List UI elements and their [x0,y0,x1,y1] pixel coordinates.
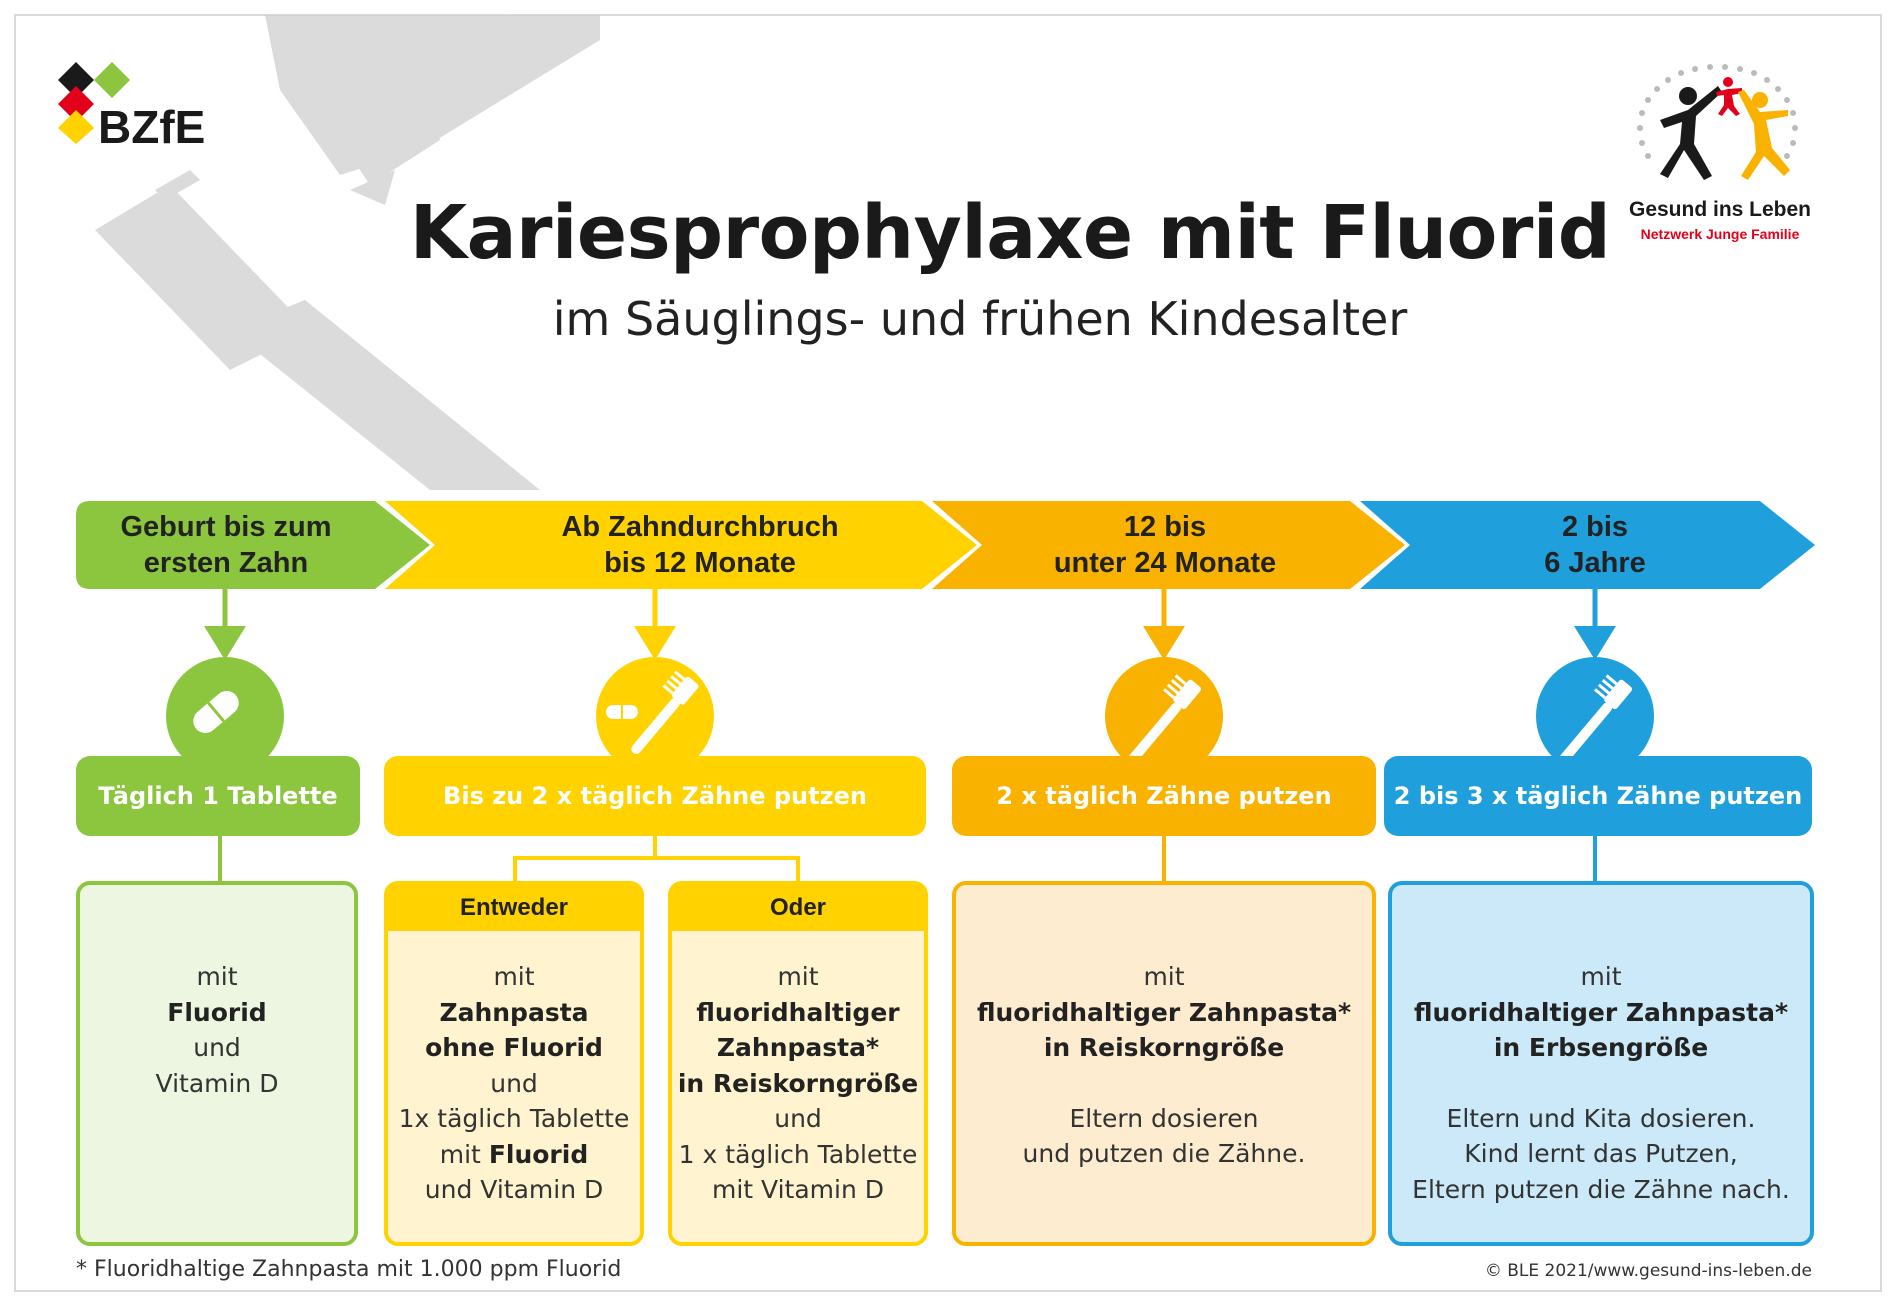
entweder-header: Entweder [388,885,640,931]
page-subtitle: im Säuglings- und frühen Kindesalter [552,292,1408,346]
box-orange: mit fluoridhaltiger Zahnpasta* in Reiskorngröße Eltern dosieren und putzen die Zähne. [952,881,1376,1246]
phase-label-1: Geburt bis zum ersten Zahn [120,511,332,579]
copyright: © BLE 2021/www.gesund-ins-leben.de [1484,1261,1812,1281]
action-label-3: 2 x täglich Zähne putzen [996,782,1332,810]
down-arrow-icon [1574,626,1616,660]
box-entweder: Entweder mit Zahnpasta ohne Fluorid und 1x täglich Tablette mit Fluorid und Vitamin D [384,881,644,1246]
footnote: * Fluoridhaltige Zahnpasta mit 1.000 ppm Fluorid [76,1257,622,1282]
box-blue: mit fluoridhaltiger Zahnpasta* in Erbsengröße Eltern und Kita dosieren. Kind lernt das Putzen, Eltern putzen die Zähne nach. [1388,881,1814,1246]
bzfe-logo-text: BZfE [98,101,206,153]
action-label-2: Bis zu 2 x täglich Zähne putzen [443,782,867,810]
gesund-ins-leben-title: Gesund ins Leben [1628,198,1812,221]
action-label-4: 2 bis 3 x täglich Zähne putzen [1393,782,1803,810]
down-arrow-icon [634,626,676,660]
down-arrow-icon [1143,626,1185,660]
phase-label-2: Ab Zahndurchbruch bis 12 Monate [561,511,839,579]
phase-label-3: 12 bis unter 24 Monate [1053,511,1277,579]
oder-header: Oder [672,885,924,931]
action-label-1: Täglich 1 Tablette [98,782,338,810]
page-title: Kariesprophylaxe mit Fluorid [409,190,1611,276]
down-arrow-icon [204,626,246,660]
box-green: mit Fluorid und Vitamin D [76,881,358,1246]
gesund-ins-leben-subtitle: Netzwerk Junge Familie [1640,226,1800,242]
box-oder: Oder mit fluoridhaltiger Zahnpasta* in Reiskorngröße und 1 x täglich Tablette mit Vitamin D [668,881,928,1246]
phase-label-4: 2 bis 6 Jahre [1544,511,1646,579]
